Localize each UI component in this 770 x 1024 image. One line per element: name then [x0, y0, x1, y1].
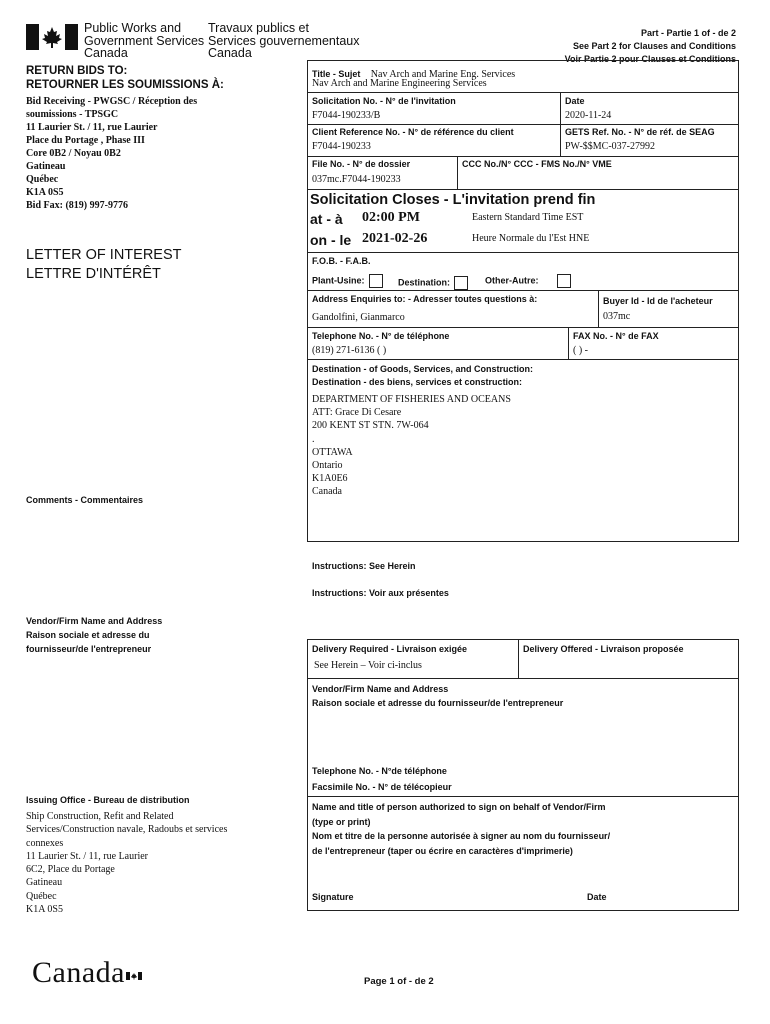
- letter-of-interest-title: LETTER OF INTEREST LETTRE D'INTÉRÊT: [26, 247, 182, 282]
- fax-value: ( ) -: [573, 345, 588, 356]
- vendor-left-label: Vendor/Firm Name and Address Raison sociale et adresse du fournisseur/de l'entrepreneur: [26, 616, 163, 654]
- address-enquiries-label: Address Enquiries to: - Adresser toutes questions à:: [312, 294, 538, 304]
- signature-label: Signature: [312, 892, 354, 902]
- other-checkbox[interactable]: [557, 274, 571, 288]
- gets-label: GETS Ref. No. - N° de réf. de SEAG: [565, 127, 715, 137]
- buyer-label: Buyer Id - Id de l'acheteur: [603, 296, 713, 306]
- delivery-required-label: Delivery Required - Livraison exigée: [312, 644, 468, 654]
- client-ref-value: F7044-190233: [312, 141, 371, 152]
- vendor-fax-label: Facsimile No. - N° de télécopieur: [312, 782, 452, 792]
- dept-name-fr: Travaux publics et Services gouvernementaux Canada: [208, 21, 360, 60]
- destination-checkbox[interactable]: [454, 276, 468, 290]
- wordmark-flag-icon: [126, 954, 142, 962]
- file-value: 037mc.F7044-190233: [312, 174, 401, 185]
- file-label: File No. - N° de dossier: [312, 159, 411, 169]
- title-inline-value: Nav Arch and Marine Eng. Services: [370, 69, 516, 80]
- at-label: at - à: [310, 211, 343, 227]
- signature-date-label: Date: [587, 892, 607, 902]
- comments-label: Comments - Commentaires: [26, 495, 144, 505]
- client-ref-label: Client Reference No. - N° de référence du client: [312, 127, 514, 137]
- telephone-value: (819) 271-6136 ( ): [312, 345, 387, 356]
- instructions-fr: Instructions: Voir aux présentes: [312, 588, 449, 598]
- part-indicator: Part - Partie 1 of - de 2 See Part 2 for Clauses and Conditions Voir Partie 2 pour Clauses et Conditions: [564, 28, 736, 64]
- canada-wordmark: Canada: [32, 956, 125, 990]
- ccc-label: CCC No./N° CCC - FMS No./N° VME: [462, 159, 612, 169]
- on-date: 2021-02-26: [362, 231, 428, 246]
- fob-label: F.O.B. - F.A.B.: [312, 256, 371, 266]
- delivery-offered-label: Delivery Offered - Livraison proposée: [523, 644, 684, 654]
- canada-flag-icon: [26, 24, 78, 50]
- on-label: on - le: [310, 232, 352, 248]
- authorized-person-label: Name and title of person authorized to sign on behalf of Vendor/Firm (type or print) Nom et titre de la personne autorisée à signer au nom du fournisseur/ de l'entrepreneur (taper ou écrire en caractères d'imprimerie): [312, 802, 611, 856]
- plant-checkbox[interactable]: [369, 274, 383, 288]
- title-field: Title - Sujet Nav Arch and Marine Eng. Services: [312, 69, 516, 80]
- telephone-label: Telephone No. - N° de téléphone: [312, 331, 450, 341]
- other-option: Other-Autre:: [485, 274, 571, 288]
- issuing-office-address: Ship Construction, Refit and Related Services/Construction navale, Radoubs et services connexes 11 Laurier St. / 11, rue Laurier 6C2, Place du Portage Gatineau Québec K1A 0S5: [26, 811, 228, 916]
- fax-label: FAX No. - N° de FAX: [573, 331, 659, 341]
- vendor-name-label: Vendor/Firm Name and Address Raison sociale et adresse du fournisseur/de l'entrepreneur: [312, 684, 564, 708]
- destination-goods-label: Destination - of Goods, Services, and Construction: Destination - des biens, services et construction:: [312, 364, 534, 387]
- destination-option: Destination:: [398, 276, 468, 290]
- issuing-office-label: Issuing Office - Bureau de distribution: [26, 795, 190, 805]
- destination-goods-address: DEPARTMENT OF FISHERIES AND OCEANS ATT: Grace Di Cesare 200 KENT ST STN. 7W-064 . OTTAWA Ontario K1A0E6 Canada: [312, 394, 511, 498]
- vendor-telephone-label: Telephone No. - N°de téléphone: [312, 766, 447, 776]
- page-number: Page 1 of - de 2: [364, 976, 434, 987]
- buyer-value: 037mc: [603, 311, 631, 322]
- dept-name-en: Public Works and Government Services Canada: [84, 21, 205, 60]
- closes-title: Solicitation Closes - L'invitation prend fin: [310, 192, 596, 208]
- gets-value: PW-$$MC-037-27992: [565, 141, 655, 152]
- solicitation-label: Solicitation No. - N° de l'invitation: [312, 96, 456, 106]
- title-value: Nav Arch and Marine Engineering Services: [312, 78, 487, 89]
- return-bids-title: RETURN BIDS TO: RETOURNER LES SOUMISSIONS À:: [26, 65, 224, 91]
- address-enquiries-value: Gandolfini, Gianmarco: [312, 312, 405, 323]
- on-timezone: Heure Normale du l'Est HNE: [472, 233, 590, 244]
- return-bids-address: Bid Receiving - PWGSC / Réception des soumissions - TPSGC 11 Laurier St. / 11, rue Laurier Place du Portage , Phase III Core 0B2 / Noyau 0B2 Gatineau Québec K1A 0S5 Bid Fax: (819) 997-9776: [26, 96, 198, 211]
- at-timezone: Eastern Standard Time EST: [472, 212, 584, 223]
- plant-option: Plant-Usine:: [312, 274, 383, 288]
- at-time: 02:00 PM: [362, 210, 420, 225]
- date-label: Date: [565, 96, 585, 106]
- date-value: 2020-11-24: [565, 110, 612, 121]
- delivery-required-value: See Herein – Voir ci-inclus: [314, 660, 422, 671]
- instructions-en: Instructions: See Herein: [312, 561, 416, 571]
- solicitation-value: F7044-190233/B: [312, 110, 381, 121]
